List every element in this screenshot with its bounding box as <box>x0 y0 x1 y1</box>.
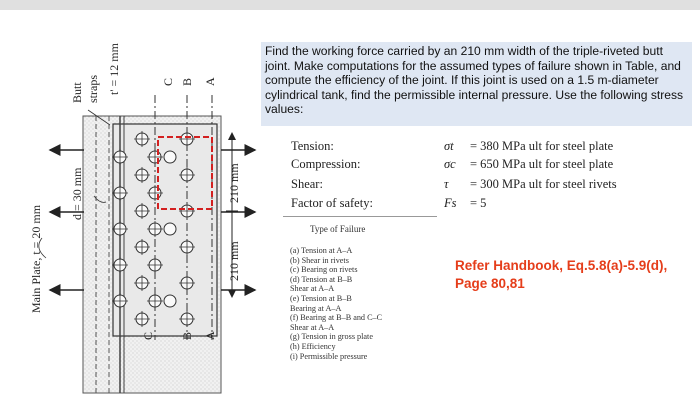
failure-item: (h) Efficiency <box>290 341 336 351</box>
failure-item: (i) Permissible pressure <box>290 351 368 361</box>
failure-item: (g) Tension in gross plate <box>290 332 373 342</box>
failure-item: (e) Tension at B–B <box>290 293 352 303</box>
pitch-upper-label: 210 mm <box>227 163 241 203</box>
main-plate-label: Main Plate, t = 20 mm <box>29 204 43 313</box>
table-divider <box>283 216 437 217</box>
stress-symbol-shear: τ <box>444 177 449 191</box>
failure-item: Shear at A–A <box>290 322 335 332</box>
stress-label-compression: Compression: <box>291 157 361 171</box>
failure-item: Bearing at A–A <box>290 303 342 313</box>
strap-thickness-label: t' = 12 mm <box>107 43 121 95</box>
failure-table-title: Type of Failure <box>310 224 366 234</box>
failure-item: (b) Shear in rivets <box>290 255 349 265</box>
rivet-diameter-label: d = 30 mm <box>70 167 84 220</box>
stress-label-shear: Shear: <box>291 177 323 191</box>
section-a-top: A <box>203 77 217 86</box>
stress-label-fos: Factor of safety: <box>291 196 373 210</box>
stress-symbol-compression: σc <box>444 157 456 171</box>
butt-label: Butt <box>70 82 84 103</box>
section-b-top: B <box>180 77 194 86</box>
stress-symbol-tension: σt <box>444 139 454 153</box>
failure-item: (a) Tension at A–A <box>290 246 353 255</box>
stress-symbol-fos: Fs <box>444 196 457 210</box>
failure-list <box>290 246 382 361</box>
stress-value-shear: = 300 MPa ult for steel rivets <box>470 177 617 191</box>
stress-value-fos: = 5 <box>470 196 487 210</box>
failure-item: (f) Bearing at B–B and C–C <box>290 313 383 323</box>
section-c-bottom: C <box>141 331 155 340</box>
pitch-lower-label: 210 mm <box>227 241 241 281</box>
stress-value-tension: = 380 MPa ult for steel plate <box>470 139 614 153</box>
straps-label: straps <box>86 75 100 103</box>
stress-value-compression: = 650 MPa ult for steel plate <box>470 157 614 171</box>
section-b-bottom: B <box>180 331 194 340</box>
section-a-bottom: A <box>203 331 217 340</box>
failure-item: (c) Bearing on rivets <box>290 265 358 275</box>
handbook-reference: Refer Handbook, Eq.5.8(a)-5.9(d), Page 80,81 <box>455 258 668 291</box>
problem-statement: Find the working force carried by an 210 mm width of the triple-riveted butt joint. Make computations for the assumed types of failure shown in Table, and compute the efficiency of the joint. If this joint is used on a 1.5 m-diameter cylindrical tank, find the permissible internal pressure. Use the following stress values: <box>261 42 692 126</box>
failure-item: Shear at A–A <box>290 284 335 294</box>
section-c-top: C <box>161 77 175 86</box>
stress-label-tension: Tension: <box>291 139 334 153</box>
failure-item: (d) Tension at B–B <box>290 274 353 284</box>
